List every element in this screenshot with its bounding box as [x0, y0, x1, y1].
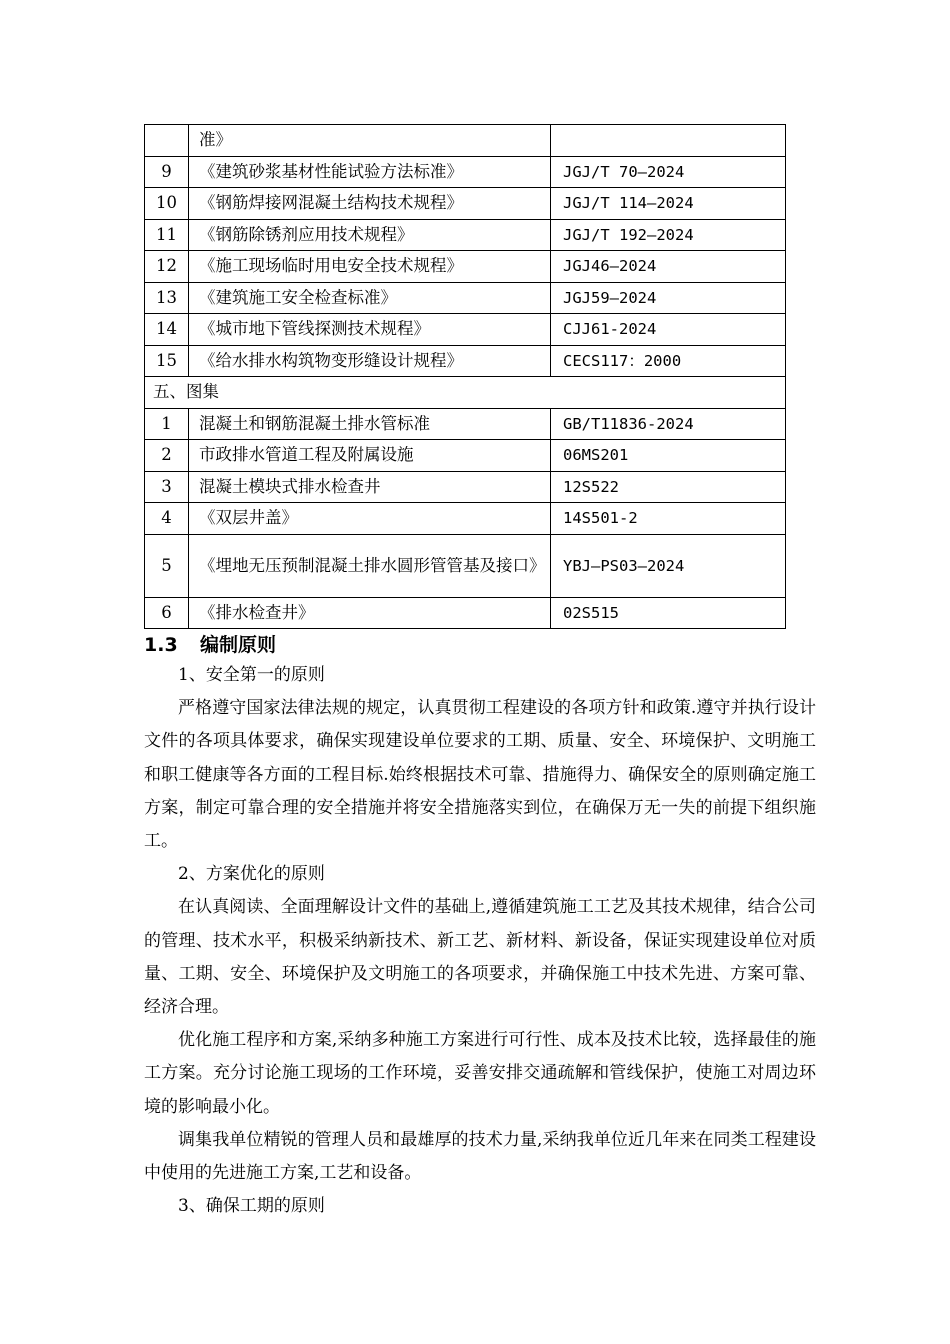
- paragraph-subheading: 2、方案优化的原则: [178, 864, 325, 885]
- atlas-code: 02S515: [551, 597, 786, 629]
- paragraph: 优化施工程序和方案,采纳多种施工方案进行可行性、成本及技术比较，选择最佳的施工方案。充分讨论施工现场的工作环境，妥善安排交通疏解和管线保护，使施工对周边环境的影响最小化。: [144, 1030, 816, 1117]
- row-number: 2: [145, 440, 189, 472]
- atlas-code: YBJ—PS03—2024: [551, 534, 786, 597]
- atlas-name: 混凝土和钢筋混凝土排水管标准: [189, 408, 551, 440]
- standard-name: 准》: [189, 125, 551, 157]
- paragraph: 严格遵守国家法律法规的规定，认真贯彻工程建设的各项方针和政策.遵守并执行设计文件的各项具体要求，确保实现建设单位要求的工期、质量、安全、环境保护、文明施工和职工健康等各方面的工程目标.始终根据技术可靠、措施得力、确保安全的原则确定施工方案，制定可靠合理的安全措施并将安全措施落实到位，在确保万无一失的前提下组织施工。: [144, 698, 816, 852]
- standard-code: JGJ/T 114—2024: [551, 188, 786, 220]
- table-row: [145, 251, 786, 283]
- atlas-code: 06MS201: [551, 440, 786, 472]
- section-title: 五、图集: [145, 377, 786, 409]
- table-row: [145, 534, 786, 597]
- section-number: 1.3: [144, 634, 178, 656]
- standard-name: 《施工现场临时用电安全技术规程》: [189, 251, 551, 283]
- row-number: 14: [145, 314, 189, 346]
- standard-name: 《给水排水构筑物变形缝设计规程》: [189, 345, 551, 377]
- standard-code: JGJ/T 192—2024: [551, 219, 786, 251]
- table-row: [145, 503, 786, 535]
- paragraph-subheading: 3、确保工期的原则: [178, 1196, 325, 1217]
- row-number: 11: [145, 219, 189, 251]
- table-row: [145, 408, 786, 440]
- standard-name: 《钢筋除锈剂应用技术规程》: [189, 219, 551, 251]
- standard-name: 《钢筋焊接网混凝土结构技术规程》: [189, 188, 551, 220]
- table-row: [145, 125, 786, 157]
- standard-code: JGJ46—2024: [551, 251, 786, 283]
- table-row: [145, 282, 786, 314]
- row-number: 5: [145, 534, 189, 597]
- table-row: [145, 219, 786, 251]
- row-number: 12: [145, 251, 189, 283]
- standard-code: CJJ61-2024: [551, 314, 786, 346]
- row-number: 1: [145, 408, 189, 440]
- atlas-code: GB/T11836-2024: [551, 408, 786, 440]
- paragraph: 在认真阅读、全面理解设计文件的基础上,遵循建筑施工工艺及其技术规律，结合公司的管理、技术水平，积极采纳新技术、新工艺、新材料、新设备，保证实现建设单位对质量、工期、安全、环境保护及文明施工的各项要求，并确保施工中技术先进、方案可靠、经济合理。: [144, 897, 816, 1018]
- standards-table: [144, 124, 786, 629]
- standard-name: 《建筑施工安全检查标准》: [189, 282, 551, 314]
- table-row: [145, 188, 786, 220]
- table-row: [145, 345, 786, 377]
- table-row: [145, 471, 786, 503]
- standard-code: JGJ/T 70—2024: [551, 156, 786, 188]
- table-row: [145, 314, 786, 346]
- atlas-name: 《双层井盖》: [189, 503, 551, 535]
- atlas-code: 12S522: [551, 471, 786, 503]
- atlas-name: 市政排水管道工程及附属设施: [189, 440, 551, 472]
- standard-code: [551, 125, 786, 157]
- row-number: [145, 125, 189, 157]
- row-number: 9: [145, 156, 189, 188]
- table-row: [145, 597, 786, 629]
- row-number: 10: [145, 188, 189, 220]
- atlas-name: 《排水检查井》: [189, 597, 551, 629]
- atlas-name: 《埋地无压预制混凝土排水圆形管管基及接口》: [189, 534, 551, 597]
- atlas-name: 混凝土模块式排水检查井: [189, 471, 551, 503]
- table-row: [145, 156, 786, 188]
- paragraph-subheading: 1、安全第一的原则: [178, 665, 325, 685]
- section-heading: [144, 630, 276, 657]
- table-row: [145, 440, 786, 472]
- row-number: 4: [145, 503, 189, 535]
- standard-name: 《建筑砂浆基材性能试验方法标准》: [189, 156, 551, 188]
- atlas-code: 14S501-2: [551, 503, 786, 535]
- table-section-row: [145, 377, 786, 409]
- standard-code: CECS117：2000: [551, 345, 786, 377]
- row-number: 15: [145, 345, 189, 377]
- standard-code: JGJ59—2024: [551, 282, 786, 314]
- row-number: 13: [145, 282, 189, 314]
- paragraph: 调集我单位精锐的管理人员和最雄厚的技术力量,采纳我单位近几年来在同类工程建设中使用的先进施工方案,工艺和设备。: [144, 1129, 816, 1184]
- body-text: [144, 659, 816, 1223]
- standard-name: 《城市地下管线探测技术规程》: [189, 314, 551, 346]
- row-number: 6: [145, 597, 189, 629]
- row-number: 3: [145, 471, 189, 503]
- section-title-text: 编制原则: [200, 634, 277, 656]
